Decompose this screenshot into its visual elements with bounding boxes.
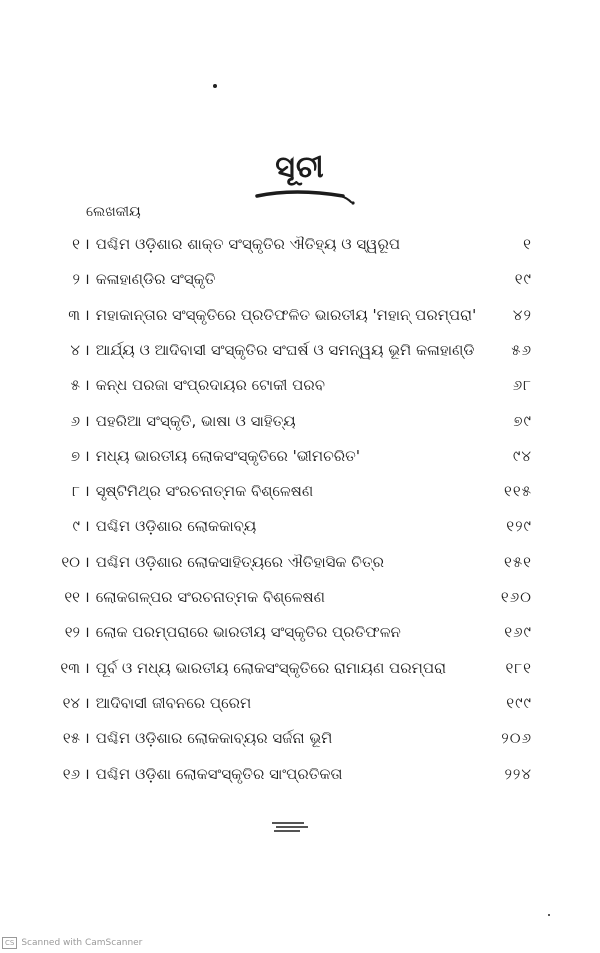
chapter-number: ୧୨ xyxy=(64,623,80,642)
number-separator: । xyxy=(84,764,90,783)
toc-entry xyxy=(56,653,532,683)
title-underline-ornament xyxy=(255,188,365,208)
toc-entry-heading xyxy=(56,552,384,572)
chapter-number: ୯ xyxy=(72,517,80,536)
chapter-number: ୭ xyxy=(70,446,80,465)
chapter-number: ୧୫ xyxy=(62,729,80,748)
toc-entry-heading xyxy=(56,234,400,254)
page-number: ୧୧୫ xyxy=(504,482,532,501)
number-separator: । xyxy=(84,517,90,536)
page-number: ୧୨୯ xyxy=(506,517,532,536)
toc-entry xyxy=(56,264,532,294)
chapter-title: କନ୍ଧ ପରଜା ସଂପ୍ରଦାୟର ଟୋକୀ ପରବ xyxy=(95,376,325,395)
page-number: ୧୯ xyxy=(514,270,532,289)
speck-mark xyxy=(548,914,550,916)
toc-entry xyxy=(56,723,532,753)
toc-entry xyxy=(56,511,532,541)
number-separator: । xyxy=(84,305,90,324)
page-number: ୭୯ xyxy=(513,411,532,430)
number-separator: । xyxy=(84,552,90,571)
camscanner-badge: CS xyxy=(2,937,17,949)
chapter-number: ୩ xyxy=(68,305,80,324)
number-separator: । xyxy=(84,729,90,748)
page-number: ୧୯୯ xyxy=(506,693,532,712)
chapter-title: ପଶ୍ଚିମ ଓଡ଼ିଶାର ଲୋକସାହିତ୍ୟରେ ଐତିହାସିକ ଚିତ୍ର xyxy=(95,552,385,571)
toc-entry-heading xyxy=(56,658,446,678)
chapter-title: ପଶ୍ଚିମ ଓଡ଼ିଶା ଲୋକସଂସ୍କୃତିର ସାଂପ୍ରତିକତା xyxy=(95,764,343,783)
toc-entry xyxy=(56,406,532,436)
toc-entry xyxy=(56,476,532,506)
chapter-title: ପଶ୍ଚିମ ଓଡ଼ିଶାର ଶାକ୍ତ ସଂସ୍କୃତିର ଐତିହ୍ୟ ଓ ସ୍ୱରୂପ xyxy=(95,235,401,253)
chapter-title: ଲୋକଗଳ୍ପର ସଂରଚନାତ୍ମକ ବିଶ୍ଳେଷଣ xyxy=(95,588,325,606)
chapter-title: ଲୋକ ପରମ୍ପରାରେ ଭାରତୀୟ ସଂସ୍କୃତିର ପ୍ରତିଫଳନ xyxy=(95,623,401,642)
page-title: ସୂଚୀ xyxy=(275,150,325,185)
chapter-number: ୧୩ xyxy=(60,658,80,677)
page-number: ୨୦୬ xyxy=(501,729,532,748)
chapter-number: ୪ xyxy=(70,340,80,359)
toc-entry-heading xyxy=(56,269,215,289)
number-separator: । xyxy=(84,658,90,677)
chapter-title: ସୃଷ୍ଟିମିଥ୍ର ସଂରଚନାତ୍ମକ ବିଶ୍ଳେଷଣ xyxy=(95,482,314,501)
toc-entry-heading xyxy=(56,411,296,431)
toc-entry xyxy=(56,370,532,400)
number-separator: । xyxy=(84,270,90,289)
toc-entry-heading xyxy=(56,481,313,501)
chapter-number: ୫ xyxy=(70,376,80,395)
number-separator: । xyxy=(84,446,90,465)
page-number: ୫୬ xyxy=(511,340,532,359)
chapter-title: ମହାକାନ୍ତାର ସଂସ୍କୃତିରେ ପ୍ରତିଫଳିତ ଭାରତୀୟ 'ମହାନ୍ ପରମ୍ପରା' xyxy=(95,305,477,324)
chapter-title: କଳାହାଣ୍ଡିର ସଂସ୍କୃତି xyxy=(95,270,216,289)
toc-entry xyxy=(56,617,532,647)
toc-entry xyxy=(56,335,532,365)
toc-entry xyxy=(56,547,532,577)
toc-entry-heading xyxy=(56,587,325,607)
chapter-number: ୧୧ xyxy=(64,588,80,606)
chapter-number: ୧୦ xyxy=(61,552,80,571)
toc-entry xyxy=(56,582,532,612)
chapter-title: ପଶ୍ଚିମ ଓଡ଼ିଶାର ଲୋକକାବ୍ୟ xyxy=(95,517,257,536)
number-separator: । xyxy=(84,482,90,501)
number-separator: । xyxy=(84,340,90,359)
page-number: ୧ xyxy=(523,235,532,253)
toc-entry-heading xyxy=(56,764,342,784)
toc-entry xyxy=(56,688,532,718)
scanner-watermark xyxy=(2,937,142,949)
toc-entry-heading xyxy=(56,693,251,713)
page-number: ୧୫୧ xyxy=(504,552,532,571)
number-separator: । xyxy=(84,376,90,395)
number-separator: । xyxy=(84,411,90,430)
chapter-title: ପହରିଆ ସଂସ୍କୃତି, ଭାଷା ଓ ସାହିତ୍ୟ xyxy=(95,411,296,430)
toc-entry-heading xyxy=(56,728,332,748)
toc-entry xyxy=(56,441,532,471)
preface-label: ଲେଖକୀୟ xyxy=(86,204,141,220)
chapter-title: ମଧ୍ୟ ଭାରତୀୟ ଲୋକସଂସ୍କୃତିରେ 'ଭୀମଚରିତ' xyxy=(95,446,360,465)
chapter-title: ପଶ୍ଚିମ ଓଡ଼ିଶାର ଲୋକକାବ୍ୟର ସର୍ଜନା ଭୂମି xyxy=(95,729,333,748)
watermark-text: Scanned with CamScanner xyxy=(21,938,143,948)
toc-entry-heading xyxy=(56,340,474,360)
chapter-title: ପୂର୍ବ ଓ ମଧ୍ୟ ଭାରତୀୟ ଲୋକସଂସ୍କୃତିରେ ରାମାୟଣ ପରମ୍ପରା xyxy=(95,658,447,677)
page-number: ୬୮ xyxy=(512,376,532,395)
end-ornament xyxy=(270,820,310,834)
toc-entry-heading xyxy=(56,305,476,325)
page-number: ୯୪ xyxy=(512,446,532,465)
chapter-title: ଆର୍ଯ୍ୟ ଓ ଆଦିବାସୀ ସଂସ୍କୃତିର ସଂଘର୍ଷ ଓ ସମନ୍ୱୟ ଭୂମି କଳାହାଣ୍ଡି xyxy=(95,340,475,359)
number-separator: । xyxy=(84,235,90,253)
page-number: ୧୬୦ xyxy=(500,588,532,606)
number-separator: । xyxy=(84,623,90,642)
chapter-number: ୨ xyxy=(72,270,80,289)
page-number: ୧୮୧ xyxy=(505,658,532,677)
toc-entry-heading xyxy=(56,516,256,536)
chapter-number: ୮ xyxy=(72,482,80,501)
toc-entry-heading xyxy=(56,622,401,642)
chapter-number: ୧ xyxy=(72,235,80,253)
chapter-number: ୧୪ xyxy=(62,693,80,712)
chapter-number: ୬ xyxy=(70,411,80,430)
toc-entry-heading xyxy=(56,446,360,466)
speck-mark xyxy=(213,84,217,88)
chapter-title: ଆଦିବାସୀ ଜୀବନରେ ପ୍ରେମ xyxy=(95,693,252,712)
chapter-number: ୧୬ xyxy=(62,764,80,783)
page-number: ୪୨ xyxy=(512,305,532,324)
toc-entry xyxy=(56,229,532,259)
number-separator: । xyxy=(84,588,90,606)
page-number: ୨୨୪ xyxy=(504,764,532,783)
page-number: ୧୬୯ xyxy=(504,623,532,642)
number-separator: । xyxy=(84,693,90,712)
toc-entry xyxy=(56,759,532,789)
toc-entry xyxy=(56,300,532,330)
toc-entry-heading xyxy=(56,375,325,395)
